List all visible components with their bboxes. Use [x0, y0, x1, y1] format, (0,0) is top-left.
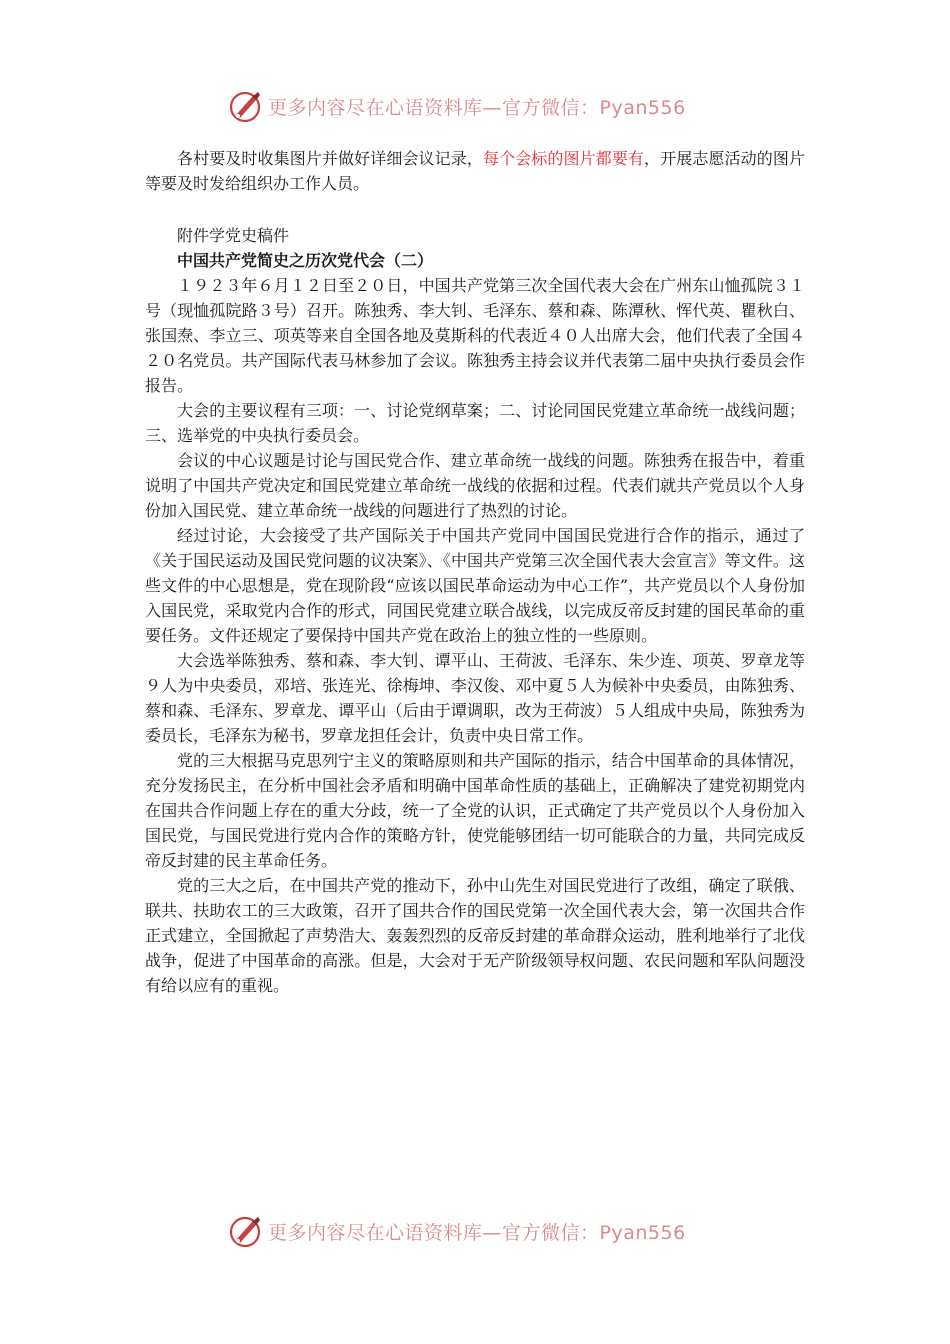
- footer-banner: [228, 1211, 748, 1251]
- body-paragraph: 党的三大之后，在中国共产党的推动下，孙中山先生对国民党进行了改组，确定了联俄、联共、扶助农工的三大政策，召开了国共合作的国民党第一次全国代表大会，第一次国共合作正式建立，全国掀起了声势浩大、轰轰烈烈的反帝反封建的革命群众运动，胜利地举行了北伐战争，促进了中国革命的高涨。但是，大会对于无产阶级领导权问题、农民问题和军队问题没有给以应有的重视。: [145, 876, 805, 995]
- body-paragraph: 党的三大根据马克思列宁主义的策略原则和共产国际的指示，结合中国革命的具体情况，充分发扬民主，在分析中国社会矛盾和明确中国革命性质的基础上，正确解决了建党初期党内在国共合作问题上存在的重大分歧，统一了全党的认识，正式确定了共产党员以个人身份加入国民党，与国民党进行党内合作的策略方针，使党能够团结一切可能联合的力量，共同完成反帝反封建的民主革命任务。: [145, 751, 805, 870]
- notice-highlight: 每个会标的图片都要有: [482, 149, 645, 168]
- notice-text-1: 各村要及时收集图片并做好详细会议记录，: [177, 149, 483, 168]
- banner-text: 更多内容尽在心语资料库—官方微信：Pyan556: [268, 96, 686, 119]
- body-paragraph: 大会的主要议程有三项：一、讨论党纲草案；二、讨论同国民党建立革命统一战线问题；三、选举党的中央执行委员会。: [145, 401, 805, 445]
- notice-paragraph: [145, 146, 805, 196]
- body-paragraph: 会议的中心议题是讨论与国民党合作、建立革命统一战线的问题。陈独秀在报告中，着重说明了中国共产党决定和国民党建立革命统一战线的依据和过程。代表们就共产党员以个人身份加入国民党、建立革命统一战线的问题进行了热烈的讨论。: [145, 451, 805, 520]
- banner-text: 更多内容尽在心语资料库—官方微信：Pyan556: [268, 1221, 686, 1244]
- spacer: [145, 196, 805, 223]
- document-body: [145, 146, 805, 998]
- notice-text-2: ，开展志愿活动的图片等要及时发给组织办工作人员。: [145, 149, 805, 193]
- body-paragraph: １９２３年６月１２日至２０日，中国共产党第三次全国代表大会在广州东山恤孤院３１号（现恤孤院路３号）召开。陈独秀、李大钊、毛泽东、蔡和森、陈潭秋、恽代英、瞿秋白、张国焘、李立三、项英等来自全国各地及莫斯科的代表近４０人出席大会，他们代表了全国４２０名党员。共产国际代表马林参加了会议。陈独秀主持会议并代表第二届中央执行委员会作报告。: [145, 276, 805, 395]
- pen-logo-icon: [228, 1213, 264, 1249]
- pen-logo-icon: [228, 88, 264, 124]
- body-paragraph: 经过讨论，大会接受了共产国际关于中国共产党同中国国民党进行合作的指示，通过了《关于国民运动及国民党问题的议决案》、《中国共产党第三次全国代表大会宣言》等文件。这些文件的中心思想是，党在现阶段“应该以国民革命运动为中心工作”，共产党员以个人身份加入国民党，采取党内合作的形式，同国民党建立联合战线，以完成反帝反封建的国民革命的重要任务。文件还规定了要保持中国共产党在政治上的独立性的一些原则。: [145, 526, 805, 645]
- article-title: 中国共产党简史之历次党代会（二）: [177, 251, 434, 270]
- body-paragraph: 大会选举陈独秀、蔡和森、李大钊、谭平山、王荷波、毛泽东、朱少连、项英、罗章龙等９人为中央委员，邓培、张连光、徐梅坤、李汉俊、邓中夏５人为候补中央委员，由陈独秀、蔡和森、毛泽东、罗章龙、谭平山（后由于谭调职，改为王荷波）５人组成中央局，陈独秀为委员长，毛泽东为秘书，罗章龙担任会计，负责中央日常工作。: [145, 651, 805, 745]
- attachment-label: 附件学党史稿件: [177, 226, 290, 245]
- header-banner: [228, 86, 748, 126]
